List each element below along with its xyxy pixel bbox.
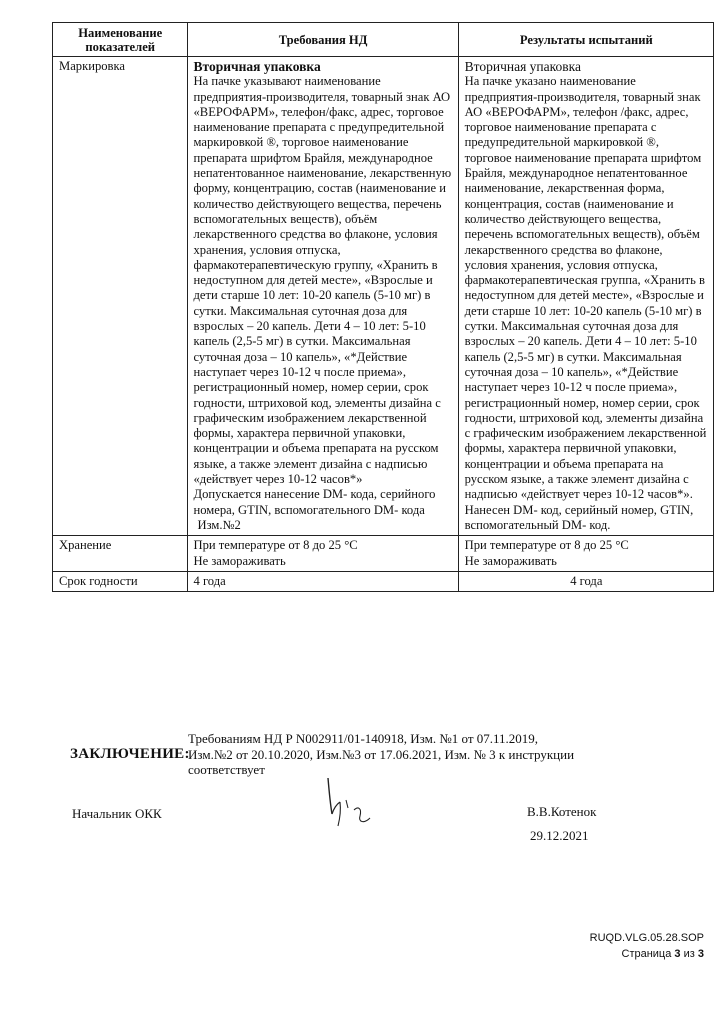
result-subtitle: Вторичная упаковка <box>464 59 581 74</box>
row-name-storage: Хранение <box>53 536 188 572</box>
table-row-storage <box>53 536 714 572</box>
cell-result-shelf-life: 4 года <box>458 571 713 591</box>
storage-req-temperature: При температуре от 8 до 25 °С <box>193 538 358 553</box>
header-requirements: Требования НД <box>187 23 458 57</box>
conclusion-line-2: Изм.№2 от 20.10.2020, Изм.№3 от 17.06.2021, Изм. № 3 к инструкции <box>188 746 575 762</box>
cell-requirement-shelf-life: 4 года <box>187 571 458 591</box>
row-name-marking: Маркировка <box>53 57 188 536</box>
conclusion-text <box>188 731 618 778</box>
cell-result-storage <box>458 536 713 572</box>
handwritten-signature <box>310 770 390 840</box>
signoff-date: 29.12.2021 <box>530 828 589 843</box>
page-current: 3 <box>674 948 681 960</box>
table-row-shelf-life <box>53 571 714 591</box>
row-name-shelf-life: Срок годности <box>53 571 188 591</box>
result-body: На пачке указано наименование предприятия-производителя, товарный знак АО «ВЕРОФАРМ», телефон /факс, адрес, торговое наименование препарата с предупредительной маркировкой ®, торговое наименование препарата шрифтом Брайля, международное непатентованное наименование, лекарственная форма, концентрация, состав (наименование и количество действующего вещества, перечень вспомогательных веществ), объём лекарственного средства во флаконе, условия хранения, условия отпуска, фармакотерапевтическая группа, «Хранить в недоступном для детей месте», «Взрослые и дети старше 10 лет: 10-20 капель (5-10 мг) в сутки. Максимальная суточная доза для взрослых – 20 капель. Дети 4 – 10 лет: 5-10 капель (2,5-5 мг) в сутки. Максимальная суточная доза – 10 капель», «*Действие наступает через 10-12 ч после приема», регистрационный номер, номер серии, срок годности, штриховой код, элементы дизайна с графическим изображением лекарственной формы, характера первичной упаковки, концентрации и объема препарата на русском языке, а также элемент дизайна с надписью «действует через 10-12 часов*». <box>464 74 707 502</box>
document-code: RUQD.VLG.05.28.SOP <box>589 932 704 944</box>
signer-name: В.В.Котенок <box>527 804 597 819</box>
conclusion-label: ЗАКЛЮЧЕНИЕ: <box>70 746 190 762</box>
cell-requirement-marking <box>187 57 458 536</box>
cell-requirement-storage <box>187 536 458 572</box>
storage-req-nofreeze: Не замораживать <box>193 553 286 568</box>
result-note: Нанесен DM- код, серийный номер, GTIN, вспомогательный DM- код. <box>464 502 694 532</box>
table-header-row <box>53 23 714 57</box>
header-results: Результаты испытаний <box>458 23 713 57</box>
requirement-body: На пачке указывают наименование предприятия-производителя, товарный знак АО «ВЕРОФАРМ», телефон/факс, адрес, торговое наименование препарата с предупредительной маркировкой ®, торговое наименование препарата шрифтом Брайля, международное непатентованное наименование, лекарственную форму, концентрацию, состав (наименование и количество действующего вещества, перечень вспомогательных веществ), объём лекарственного средства во флаконе, условия хранения, условия отпуска, фармакотерапевтическую группу, «Хранить в недоступном для детей месте», «Взрослые и дети старше 10 лет: 10-20 капель (5-10 мг) в сутки. Максимальная суточная доза для взрослых – 20 капель. Дети 4 – 10 лет: 5-10 капель (2,5-5 мг) в сутки. Максимальная суточная доза – 10 капель», «*Действие наступает через 10-12 ч после приема», регистрационный номер, номер серии, срок годности, штриховой код, элементы дизайна с графическим изображением лекарственной формы, характера первичной упаковки, концентрации и объема препарата на русском языке, а также элемент дизайна с надписью «действует через 10-12 часов*» <box>193 74 452 487</box>
signoff-position: Начальник ОКК <box>72 806 162 821</box>
cell-result-marking <box>458 57 713 536</box>
table-row-marking <box>53 57 714 536</box>
storage-res-temperature: При температуре от 8 до 25 °С <box>464 538 629 553</box>
page-total: 3 <box>697 948 704 960</box>
specification-table <box>52 22 714 592</box>
requirement-subtitle: Вторичная упаковка <box>193 59 321 74</box>
requirement-note: Допускается нанесение DM- кода, серийного номера, GTIN, вспомогательного DM- кода <box>193 487 436 517</box>
page-of: из <box>683 948 695 960</box>
conclusion-line-1: Требованиям НД Р N002911/01-140918, Изм. №1 от 07.11.2019, <box>188 731 539 746</box>
page-word: Страница <box>621 948 672 960</box>
page-number <box>540 948 704 960</box>
header-indicator-name: Наименование показателей <box>53 23 188 57</box>
requirement-change-ref: Изм.№2 <box>197 517 241 532</box>
conclusion-line-3: соответствует <box>188 762 265 777</box>
storage-res-nofreeze: Не замораживать <box>464 553 557 568</box>
